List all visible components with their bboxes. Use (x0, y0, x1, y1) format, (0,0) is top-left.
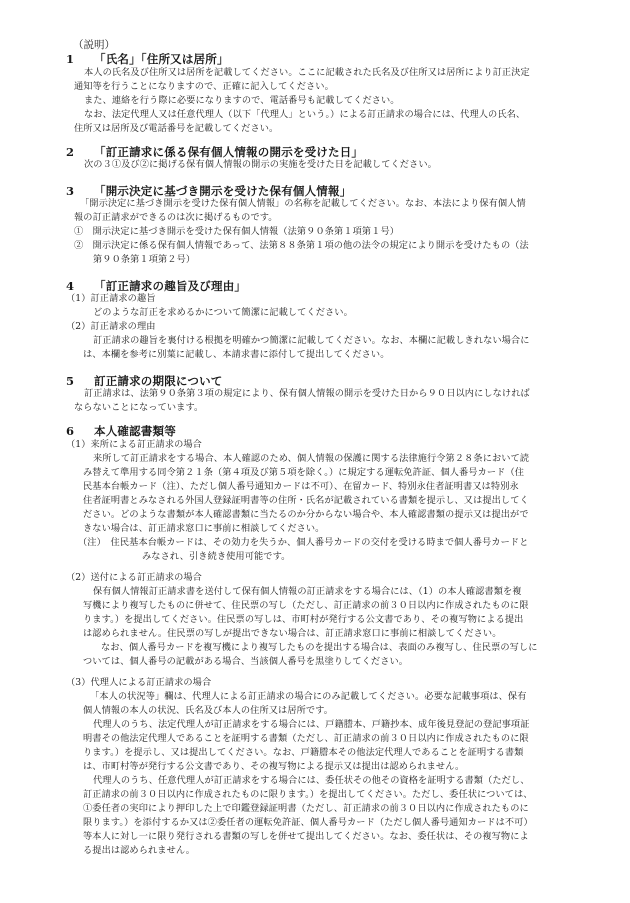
paragraph-line: 次の３①及び②に掲げる保有個人情報の開示の実施を受けた日を記載してください。 (84, 159, 437, 170)
section-title: 本人確認書類等 (94, 424, 176, 438)
paragraph-line: なお、個人番号カードを複写機により複写したものを提出する場合は、表面のみ複写し、住民票の写しに (101, 642, 538, 653)
section-number: 1 (66, 52, 75, 66)
paragraph-line: どのような訂正を求めるかについて簡潔に記載してください。 (93, 307, 353, 318)
paragraph-line: 等本人に対し一に限り発行される書類の写しを併せて提出してください。なお、委任状は、その複写物によ (83, 831, 529, 842)
paragraph-line: 通知等を行うことになりますので、正確に記入してください。 (74, 81, 334, 92)
paragraph-line: は認められません。住民票の写しが提出できない場合は、訂正請求窓口に事前に相談してください。 (83, 628, 502, 639)
paragraph-line: 来所して訂正請求をする場合、本人確認のため、個人情報の保護に関する法律施行令第２８条において読 (93, 453, 530, 464)
section-title: 「氏名」「住所又は居所」 (94, 52, 229, 66)
paragraph-line: ります。）を提示し、又は提出してください。なお、戸籍謄本その他法定代理人であることを証明する書類 (83, 747, 524, 758)
paragraph-line: み替えて準用する同令第２１条（第４項及び第５項を除く。）に規定する運転免許証、個人番号カード（住 (83, 467, 525, 478)
section-1-heading (66, 51, 229, 67)
note-line: みなされ、引き続き使用可能です。 (142, 551, 291, 562)
paragraph-line: 代理人のうち、法定代理人が訂正請求をする場合には、戸籍謄本、戸籍抄本、成年後見登記の登記事項証 (93, 719, 530, 730)
section-number: 6 (66, 424, 75, 438)
paragraph-line: 「本人の状況等」欄は、代理人による訂正請求の場合にのみ記載してください。必要な記載事項は、保有 (90, 691, 527, 702)
paragraph-line: 写機により複写したものに併せて、住民票の写し（ただし、訂正請求の前３０日以内に作成されたものに限 (83, 600, 529, 611)
paragraph-line: 住所又は居所及び電話番号を記載してください。 (74, 123, 279, 134)
paragraph-line: ①委任者の実印により押印した上で印鑑登録証明書（ただし、訂正請求の前３０日以内に作成されたものに (83, 803, 529, 814)
paragraph-line: 民基本台帳カード（注）、ただし個人番号通知カードは不可）、在留カード、特別永住者証明書又は特別永 (83, 481, 519, 492)
subsection-heading: （2）訂正請求の理由 (66, 321, 156, 332)
paragraph-line: 本人の氏名及び住所又は居所を記載してください。ここに記載された氏名及び住所又は居所により訂正決定 (84, 67, 530, 78)
subsection-heading: （2）送付による訂正請求の場合 (66, 572, 202, 583)
list-item: ① 開示決定に基づき開示を受けた保有個人情報（法第９０条第１項第１号） (74, 226, 400, 237)
list-item: ② 開示決定に係る保有個人情報であって、法第８８条第１項の他の法令の規定により開示を受けたもの（法 (74, 240, 529, 251)
paragraph-line: きない場合は、訂正請求窓口に事前に相談してください。 (83, 523, 325, 534)
paragraph-line: は、本欄を参考に別葉に記載し、本請求書に添付して提出してください。 (83, 349, 390, 360)
section-6-heading (66, 423, 176, 439)
section-number: 5 (66, 374, 75, 388)
section-title: 「訂正請求に係る保有個人情報の開示を受けた日」 (94, 145, 364, 159)
section-title: 訂正請求の期限について (94, 374, 223, 388)
paragraph-line: 限ります。）を添付するか又は②委任者の運転免許証、個人番号カード（ただし個人番号通知カードは不可） (83, 817, 533, 828)
section-number: 2 (66, 145, 75, 159)
paragraph-line: 個人情報の本人の状況、氏名及び本人の住所又は居所です。 (83, 705, 334, 716)
paragraph-line: ならないことになっています。 (74, 402, 204, 413)
subsection-heading: （1）訂正請求の趣旨 (66, 293, 156, 304)
paragraph-line: 訂正請求の趣旨を裏付ける根拠を明確かつ簡潔に記載してください。なお、本欄に記載しきれない場合に (93, 335, 530, 346)
subsection-heading: （3）代理人による訂正請求の場合 (66, 677, 212, 688)
explanation-heading: （説明） (73, 39, 115, 51)
paragraph-line: ついては、個人番号の記載がある場合、当該個人番号を黒塗りしてください。 (83, 656, 409, 667)
note-line: （注） 住民基本台帳カードは、その効力を失うか、個人番号カードの交付を受ける時まで個人番号カードと (78, 537, 529, 548)
section-title: 「訂正請求の趣旨及び理由」 (94, 279, 247, 293)
paragraph-line: なお、法定代理人又は任意代理人（以下「代理人」という。）による訂正請求の場合には、代理人の氏名、 (84, 109, 526, 120)
subsection-heading: （1）来所による訂正請求の場合 (66, 439, 202, 450)
paragraph-line: 保有個人情報訂正請求書を送付して保有個人情報の訂正請求をする場合には、（1）の本人確認書類を複 (93, 586, 522, 597)
list-item-continuation: 第９０条第１項第２号） (93, 254, 196, 265)
paragraph-line: 報の訂正請求ができるのは次に掲げるものです。 (74, 212, 278, 223)
paragraph-line: は、市町村等が発行する公文書であり、その複写物による提示又は提出は認められません。 (83, 761, 465, 772)
paragraph-line: また、連絡を行う際に必要になりますので、電話番号も記載してください。 (84, 95, 400, 106)
paragraph-line: 「開示決定に基づき開示を受けた保有個人情報」の名称を記載してください。なお、本法により保有個人情 (80, 198, 526, 209)
paragraph-line: 住者証明書とみなされる外国人登録証明書等の住所・氏名が記載されている書類を提示し、又は提出してく (83, 495, 529, 506)
paragraph-line: る提出は認められません。 (83, 845, 196, 856)
section-title: 「開示決定に基づき開示を受けた保有個人情報」 (94, 184, 352, 198)
paragraph-line: 訂正請求は、法第９０条第３項の規定により、保有個人情報の開示を受けた日から９０日以内にしなければ (84, 388, 530, 399)
paragraph-line: 代理人のうち、任意代理人が訂正請求をする場合には、委任状その他その資格を証明する書類（ただし、 (93, 775, 530, 786)
paragraph-line: 明書その他法定代理人であることを証明する書類（ただし、訂正請求の前３０日以内に作成されたものに限 (83, 733, 529, 744)
section-number: 3 (66, 184, 75, 198)
paragraph-line: ださい。どのような書類が本人確認書類に当たるのか分からない場合や、本人確認書類の提示又は提出がで (83, 509, 529, 520)
paragraph-line: 訂正請求の前３０日以内に作成されたものに限ります。）を提出してください。ただし、委任状については、 (83, 789, 533, 800)
paragraph-line: ります。）を提出してください。住民票の写しは、市町村が発行する公文書であり、その複写物による提出 (83, 614, 524, 625)
section-number: 4 (66, 279, 75, 293)
